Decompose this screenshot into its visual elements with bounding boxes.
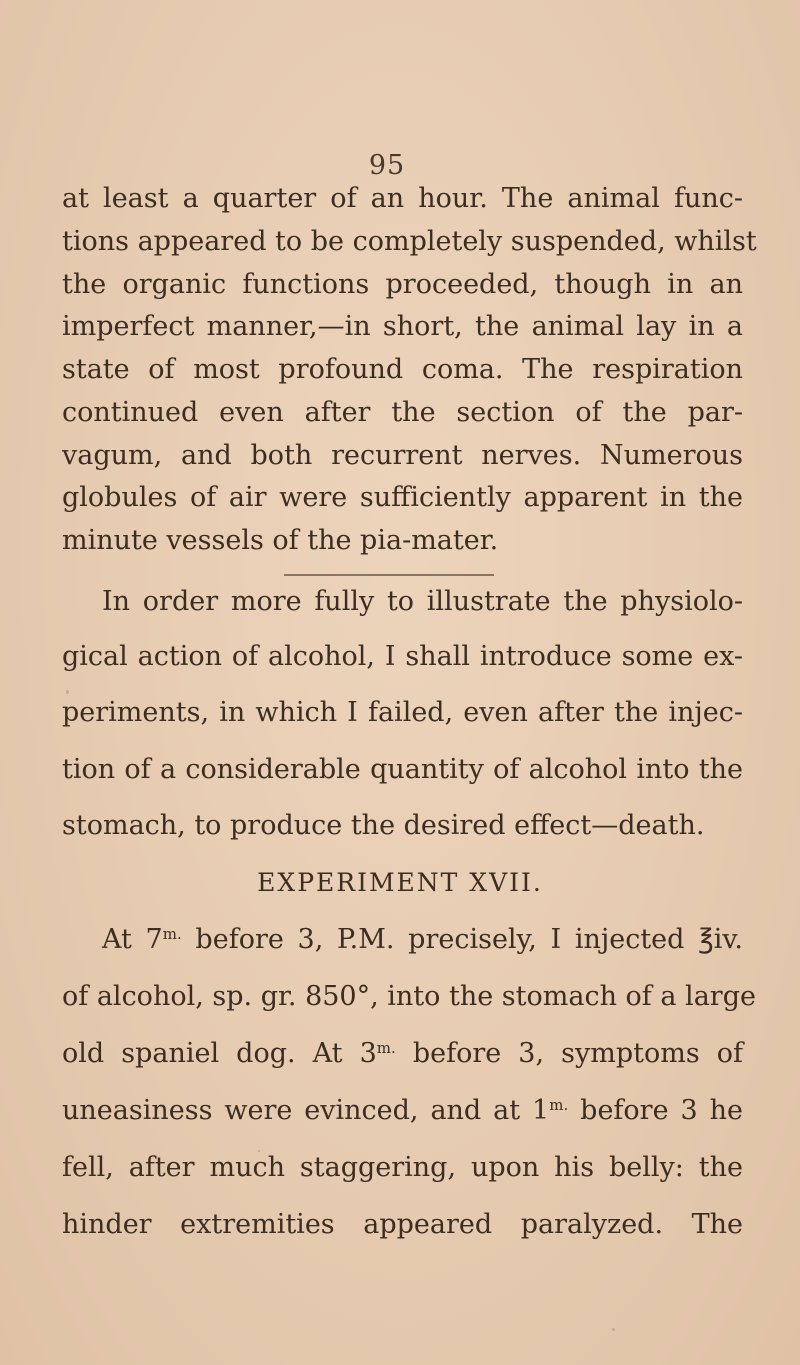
superscript: m. <box>549 1096 569 1114</box>
text-line: state of most profound coma. The respiration <box>62 354 743 385</box>
text-line: vagum, and both recurrent nerves. Numerous <box>62 440 743 471</box>
text-line: minute vessels of the pia-mater. <box>62 525 499 556</box>
text-line: imperfect manner,—in short, the animal lay in a <box>62 311 743 342</box>
experiment-heading: EXPERIMENT XVII. <box>257 868 543 897</box>
text-line: fell, after much staggering, upon his belly: the <box>62 1152 743 1183</box>
text-fragment: At 7 <box>102 924 163 955</box>
text-line: globules of air were sufficiently apparent in the <box>62 482 743 513</box>
text-fragment: before 3, P.M. precisely, I injected ℥iv. <box>181 924 743 955</box>
paper-speck <box>612 1328 615 1331</box>
text-line: tions appeared to be completely suspended, whilst <box>62 226 757 257</box>
section-divider <box>284 574 494 576</box>
superscript: m. <box>376 1039 396 1057</box>
text-line: the organic functions proceeded, though in an <box>62 269 743 300</box>
page-number: 95 <box>368 150 406 181</box>
text-line: In order more fully to illustrate the physiolo- <box>102 586 743 617</box>
text-line: of alcohol, sp. gr. 850°, into the stomach of a large <box>62 981 756 1012</box>
paper-speck <box>258 1150 260 1152</box>
text-line: periments, in which I failed, even after the injec- <box>62 697 743 728</box>
superscript: m. <box>162 925 182 943</box>
text-fragment: uneasiness were evinced, and at 1 <box>62 1095 550 1126</box>
text-line: stomach, to produce the desired effect—death. <box>62 810 705 841</box>
text-fragment: before 3, symptoms of <box>395 1038 744 1069</box>
text-line: hinder extremities appeared paralyzed. The <box>62 1209 743 1240</box>
text-line: gical action of alcohol, I shall introduce some ex- <box>62 641 743 672</box>
text-fragment: before 3 he <box>568 1095 743 1126</box>
text-line <box>102 923 743 957</box>
text-fragment: old spaniel dog. At 3 <box>62 1038 377 1069</box>
paper-speck <box>66 690 69 694</box>
text-line <box>62 1037 743 1071</box>
text-line <box>62 1094 743 1128</box>
text-line: tion of a considerable quantity of alcohol into the <box>62 754 743 785</box>
text-line: at least a quarter of an hour. The animal func- <box>62 183 743 214</box>
text-line: continued even after the section of the par- <box>62 397 743 428</box>
